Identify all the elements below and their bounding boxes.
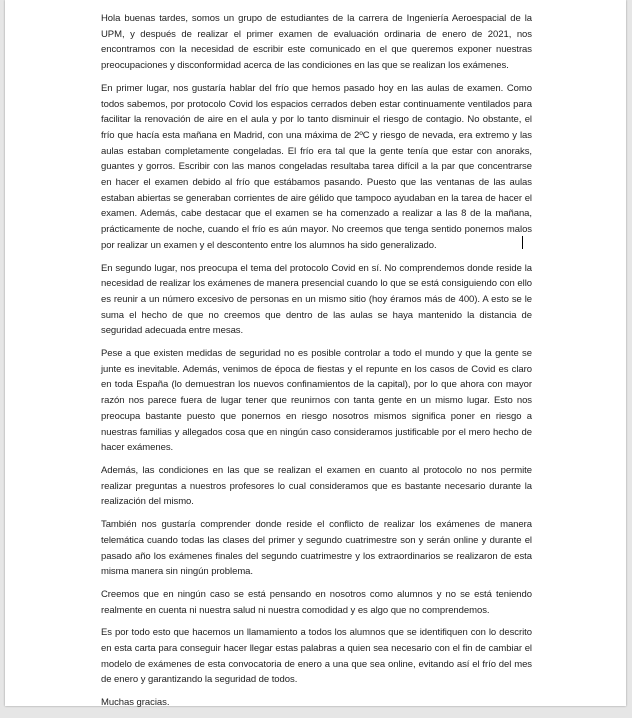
paragraph-students: Creemos que en ningún caso se está pensando en nosotros como alumnos y no se está teniendo realmente en cuenta ni nuestra salud ni nuestra comodidad y es algo que no comprendemos. [101, 588, 532, 616]
paragraph-greeting: Hola buenas tardes, somos un grupo de estudiantes de la carrera de Ingeniería Aeroespacial de la UPM, y después de realizar el primer examen de evaluación ordinaria de enero de 2021, nos encontramos con la necesidad de escribir este comunicado en el que queremos exponer nuestras preocupaciones y disconformidad acerca de las condiciones en las que se realizan los exámenes. [101, 13, 532, 72]
text-cursor [522, 236, 523, 249]
document-body[interactable] [101, 11, 532, 718]
document-page[interactable] [5, 0, 626, 709]
paragraph-telematic: También nos gustaría comprender donde reside el conflicto de realizar los exámenes de manera telemática cuando todas las clases del primer y segundo cuatrimestre son y serán online y durante el pasado año los exámenes finales del segundo cuatrimestre y los extraordinarios se realizaron de esta misma manera sin ningún problema. [101, 519, 532, 578]
paragraph-cold: En primer lugar, nos gustaría hablar del frío que hemos pasado hoy en las aulas de examen. Como todos sabemos, por protocolo Covid los espacios cerrados deben estar continuamente ventilados para facilitar la renovación de aire en el aula y por lo tanto disminuir el riesgo de contagio. No obstante, el frío que hacía esta mañana en Madrid, con una máxima de 2ºC y riesgo de nevada, era extremo y las aulas estaban completamente congeladas. El frío era tal que la gente tenía que estar con anoraks, guantes y gorros. Escribir con las manos congeladas resultaba tarea difícil a la par que concentrarse en hacer el examen debido al frío que estábamos pasando. Puesto que las ventanas de las aulas estaban abiertas se generaban corrientes de aire gélido que tampoco ayudaban en la tarea de hacer el examen. Además, cabe destacar que el examen se ha comenzado a realizar a las 8 de la mañana, prácticamente de noche, cuando el frío es aún mayor. No creemos que tenga sentido ponernos malos por realizar un examen y el descontento entre los alumnos ha sido generalizado. [101, 82, 532, 251]
paragraph-covid-protocol: En segundo lugar, nos preocupa el tema del protocolo Covid en sí. No comprendemos donde reside la necesidad de realizar los exámenes de manera presencial cuando lo que se está consiguiendo con ello es reunir a un número excesivo de personas en un mismo sitio (hoy éramos más de 400). A esto se le suma el hecho de que no creemos que dentro de las aulas se haya mantenido la distancia de seguridad adecuada entre mesas. [101, 262, 532, 337]
paragraph-questions: Además, las condiciones en las que se realizan el examen en cuanto al protocolo no nos permite realizar preguntas a nuestros profesores lo cual consideramos que es bastante necesario durante la realización del mismo. [101, 464, 532, 508]
paragraph-safety: Pese a que existen medidas de seguridad no es posible controlar a todo el mundo y que la gente se junte es inevitable. Además, venimos de época de fiestas y el repunte en los casos de Covid es claro en toda España (lo demuestran los nuevos confinamientos de la capital), por lo que ahora con mayor razón nos parece fuera de lugar tener que reunirnos con tanta gente en un mismo lugar. Esto nos preocupa bastante puesto que ponernos en riesgo nosotros mismos significa poner en riesgo a nuestras familias y allegados cosa que en ningún caso consideramos justificable por el mero hecho de hacer exámenes. [101, 348, 532, 454]
paragraph-closing: Muchas gracias. [101, 697, 170, 709]
paragraph-call-to-action: Es por todo esto que hacemos un llamamiento a todos los alumnos que se identifiquen con lo descrito en esta carta para conseguir hacer llegar estas palabras a quien sea necesario con el fin de cambiar el modelo de exámenes de esta convocatoria de enero a una que sea online, evitando así el frío del mes de enero y garantizando la seguridad de todos. [101, 627, 532, 686]
